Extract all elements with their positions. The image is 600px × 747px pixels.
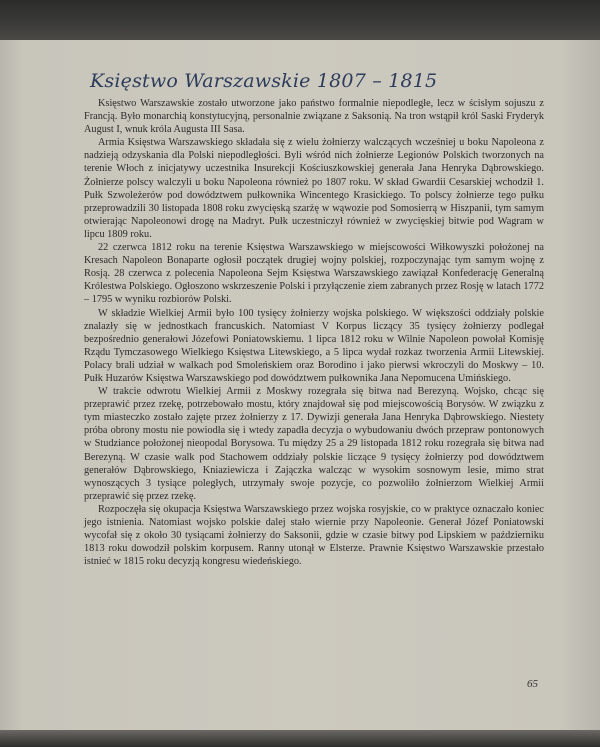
paragraph: Rozpoczęła się okupacja Księstwa Warszawskiego przez wojska rosyjskie, co w praktyce oznaczało koniec jego istnienia. Natomiast wojsko polskie dalej stało wiernie przy Napoleonie. Generał Józef Poniatowski wycofał się z około 30 tysiącami żołnierzy do Saksonii, gdzie w czasie bitwy pod Lipskiem w październiku 1813 roku dowodził polskim korpusem. Ranny utonął w Elsterze. Prawnie Księstwo Warszawskie przestało istnieć w 1815 roku decyzją kongresu wiedeńskiego. — [84, 503, 544, 568]
body-text — [84, 97, 544, 568]
book-page — [0, 40, 600, 730]
paragraph: W składzie Wielkiej Armii było 100 tysięcy żołnierzy wojska polskiego. W większości oddziały polskie znalazły się w jednostkach francuskich. Natomiast V Korpus liczący 35 tysięcy żołnierzy podlegał bezpośrednio generałowi Józefowi Poniatowskiemu. 1 lipca 1812 roku w Wilnie Napoleon powołał Komisję Rządu Tymczasowego Wielkiego Księstwa Litewskiego, a 5 lipca wydał rozkaz tworzenia Armii Litewskiej. Polacy brali udział w walkach pod Smoleńskiem oraz Borodino i jako pierwsi wkroczyli do Moskwy – 10. Pułk Huzarów Księstwa Warszawskiego pod dowództwem pułkownika Jana Nepomucena Umińskiego. — [84, 307, 544, 384]
page-number: 65 — [527, 678, 538, 690]
chapter-title: Księstwo Warszawskie 1807 – 1815 — [90, 70, 438, 92]
paragraph: 22 czerwca 1812 roku na terenie Księstwa Warszawskiego w miejscowości Wiłkowyszki położonej na Kresach Napoleon Bonaparte ogłosił początek drugiej wojny polskiej, rozpoczynając tym samym wojnę z Rosją. 28 czerwca z polecenia Napoleona Sejm Księstwa Warszawskiego zawiązał Konfederację Generalną Królestwa Polskiego. Ogłoszono wskrzeszenie Polski i przyłączenie ziem zabranych przez Rosję w latach 1772 – 1795 w wyniku rozbiorów Polski. — [84, 242, 544, 306]
paragraph: Księstwo Warszawskie zostało utworzone jako państwo formalnie niepodległe, lecz w ścisłym sojuszu z Francją. Było monarchią konstytucyjną, personalnie związane z Saksonią. Na tron wstąpił król Saski Fryderyk August I, wnuk króla Augusta III Sasa. — [84, 98, 544, 136]
paragraph: W trakcie odwrotu Wielkiej Armii z Moskwy rozegrała się bitwa nad Berezyną. Wojsko, chcąc się przeprawić przez rzekę, potrzebowało mostu, który znajdował się pod miejscowością Borysów. W związku z tym miasteczko zostało zajęte przez żołnierzy z 17. Dywizji generała Jana Henryka Dąbrowskiego. Niestety próba obrony mostu nie powiodła się i wtedy zapadła decyzja o wybudowaniu dwóch przepraw pontonowych w Studziance położonej nieopodal Borysowa. Tu między 25 a 29 listopada 1812 roku rozegrała się bitwa nad Berezyną. W czasie walk pod Stachowem oddziały polskie liczące 9 tysięcy żołnierzy pod dowództwem generałów Dąbrowskiego, Kniaziewicza i Zajączka walcząc w wysokim sosnowym lesie, mimo strat wynoszących 3 tysiące poległych, utrzymały swoje pozycje, co pozwoliło żołnierzom Wielkiej Armii przeprawić się przez rzekę. — [84, 386, 544, 502]
paragraph: Armia Księstwa Warszawskiego składała się z wielu żołnierzy walczących wcześniej u boku Napoleona z nadzieją odzyskania dla Polski niepodległości. Byli wśród nich żołnierze Legionów Polskich tworzonych na terenie Włoch z inicjatywy uczestnika Insurekcji Kościuszkowskiej generała Jana Henryka Dąbrowskiego. Żołnierze polscy walczyli u boku Napoleona również po 1807 roku. W skład Gwardii Cesarskiej wchodził 1. Pułk Szwoleżerów pod dowództwem pułkownika Wincentego Krasickiego. To polscy żołnierze tego pułku przeprowadzili 30 listopada 1808 roku zwycięską szarżę w wąwozie pod Somosierrą w Hiszpanii, tym samym otwierając Napoleonowi drogę na Madryt. Pułk uczestniczył również w zwycięskiej bitwie pod Wagram w lipcu 1809 roku. — [84, 137, 544, 240]
